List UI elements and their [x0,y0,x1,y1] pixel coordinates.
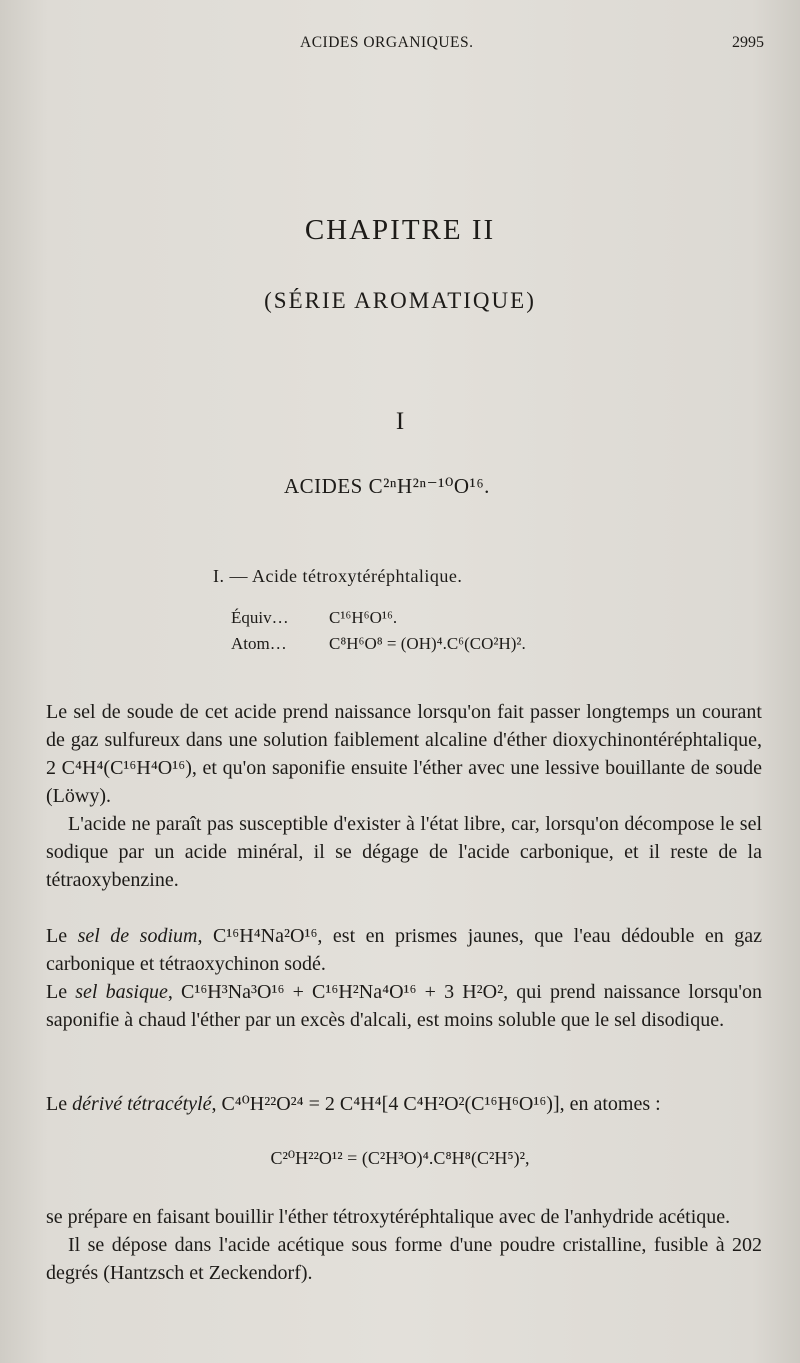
text-span: , C¹⁶H³Na³O¹⁶ + C¹⁶H²Na⁴O¹⁶ + 3 H²O², qui prend naissance lorsqu'on saponifie à chaud l'éther par un excès d'alcali, est moins soluble que le sel disodique. [46,981,763,1031]
paragraph-group-3 [46,1090,762,1118]
paragraph: Le sel de soude de cet acide prend naissance lorsqu'on fait passer longtemps un courant de gaz sulfureux dans une solution faiblement alcaline d'éther dioxychinontéréphtalique, 2 C⁴H⁴(C¹⁶H⁴O¹⁶), et qu'on saponifie ensuite l'éther avec une lessive bouillante de soude (Löwy). [46,701,762,807]
paragraph [46,922,762,978]
text-span: , C⁴⁰H²²O²⁴ = 2 C⁴H⁴[4 C⁴H²O²(C¹⁶H⁶O¹⁶)], en atomes : [211,1093,661,1115]
chapter-title: CHAPITRE II [304,214,496,246]
paragraph [46,978,762,1034]
page-number: 2995 [732,34,764,51]
chapter-subtitle: (SÉRIE AROMATIQUE) [264,288,536,313]
page-header [0,34,800,58]
text-span: Le [46,925,78,947]
paragraph: Il se dépose dans l'acide acétique sous forme d'une poudre cristalline, fusible à 202 degrés (Hantzsch et Zeckendorf). [46,1234,762,1284]
formula-label: Équiv… [231,608,289,627]
text-span: Le [46,981,76,1003]
atom-formula [231,634,526,654]
formula-value: C¹⁶H⁶O¹⁶. [329,608,398,627]
paragraph: L'acide ne paraît pas susceptible d'exister à l'état libre, car, lorsqu'on décompose le sel sodique par un acide minéral, il se dégage de l'acide carbonique, et il reste de la tétraoxybenzine. [46,813,762,891]
formula-label: Atom… [231,634,287,653]
acid-heading: I. — Acide tétroxytéréphtalique. [213,566,463,586]
paragraph [46,1090,762,1118]
paragraph-group-1 [46,698,762,894]
term-italic: sel basique [75,981,168,1003]
formula-value: C⁸H⁶O⁸ = (OH)⁴.C⁶(CO²H)². [329,634,526,653]
section-number: I [395,408,405,435]
section-title: ACIDES C²ⁿH²ⁿ⁻¹⁰O¹⁶. [284,474,490,498]
text-span: Le [46,1093,73,1115]
running-head: ACIDES ORGANIQUES. [300,34,474,51]
paragraph-group-4 [46,1203,762,1287]
equiv-formula [231,608,397,628]
paragraph: se prépare en faisant bouillir l'éther tétroxytéréphtalique avec de l'anhydride acétique. [46,1206,731,1228]
text-span: , C¹⁶H⁴Na²O¹⁶, est en prismes jaunes, que l'eau dédouble en gaz carbonique et tétraoxychinon sodé. [46,925,762,975]
term-italic: sel de sodium [77,925,198,947]
centered-formula: C²⁰H²²O¹² = (C²H³O)⁴.C⁸H⁸(C²H⁵)², [270,1148,530,1168]
paragraph-group-2 [46,922,762,1034]
term-italic: dérivé tétracétylé [72,1093,212,1115]
